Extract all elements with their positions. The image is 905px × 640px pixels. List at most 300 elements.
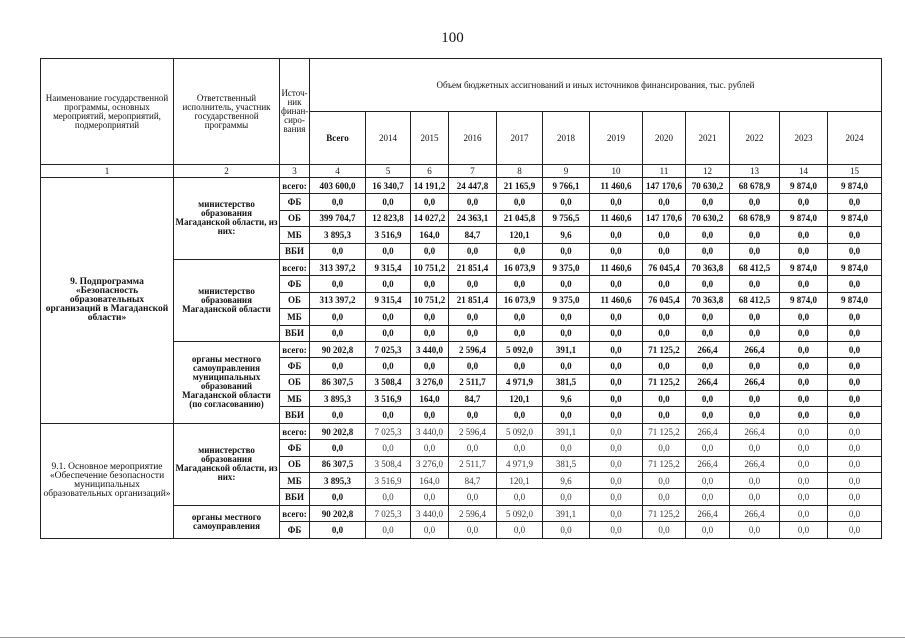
- value-cell: 0,0: [780, 276, 828, 292]
- value-cell: 0,0: [828, 194, 882, 210]
- value-cell: 0,0: [497, 276, 543, 292]
- funding-source: МБ: [280, 309, 310, 325]
- value-cell: 0,0: [730, 440, 780, 456]
- value-cell: 9 874,0: [780, 210, 828, 226]
- value-cell: 0,0: [730, 358, 780, 374]
- funding-source: ФБ: [280, 358, 310, 374]
- value-cell: 3 516,9: [366, 391, 411, 407]
- value-cell: 0,0: [543, 194, 590, 210]
- header-year: 2017: [497, 112, 543, 165]
- value-cell: 3 508,4: [366, 374, 411, 390]
- value-cell: 0,0: [686, 391, 730, 407]
- value-cell: 0,0: [730, 276, 780, 292]
- value-cell: 0,0: [780, 243, 828, 259]
- value-cell: 16 073,9: [497, 259, 543, 275]
- header-source: Источ-ник финан-сиро-вания: [280, 59, 310, 165]
- value-cell: 9 766,1: [543, 178, 590, 194]
- value-cell: 21 851,4: [449, 292, 497, 308]
- value-cell: 0,0: [590, 194, 643, 210]
- value-cell: 0,0: [780, 227, 828, 243]
- value-cell: 0,0: [590, 473, 643, 489]
- column-number: 6: [411, 165, 449, 178]
- value-cell: 70 630,2: [686, 210, 730, 226]
- value-cell: 84,7: [449, 227, 497, 243]
- value-cell: 0,0: [590, 276, 643, 292]
- column-number: 12: [686, 165, 730, 178]
- value-cell: 9 874,0: [780, 292, 828, 308]
- value-cell: 71 125,2: [643, 423, 686, 439]
- value-cell: 10 751,2: [411, 259, 449, 275]
- value-cell: 0,0: [686, 276, 730, 292]
- value-cell: 0,0: [590, 391, 643, 407]
- value-cell: 71 125,2: [643, 374, 686, 390]
- funding-source: МБ: [280, 473, 310, 489]
- funding-source: всего:: [280, 505, 310, 521]
- value-cell: 9 874,0: [780, 259, 828, 275]
- value-cell: 0,0: [449, 407, 497, 423]
- value-cell: 0,0: [366, 276, 411, 292]
- value-cell: 0,0: [411, 276, 449, 292]
- value-cell: 12 823,8: [366, 210, 411, 226]
- funding-source: всего:: [280, 423, 310, 439]
- value-cell: 164,0: [411, 227, 449, 243]
- value-cell: 0,0: [828, 325, 882, 341]
- value-cell: 0,0: [828, 227, 882, 243]
- value-cell: 11 460,6: [590, 259, 643, 275]
- value-cell: 11 460,6: [590, 210, 643, 226]
- value-cell: 16 340,7: [366, 178, 411, 194]
- value-cell: 0,0: [310, 243, 366, 259]
- value-cell: 0,0: [780, 309, 828, 325]
- value-cell: 0,0: [366, 358, 411, 374]
- column-number: 11: [643, 165, 686, 178]
- value-cell: 0,0: [310, 276, 366, 292]
- value-cell: 9,6: [543, 391, 590, 407]
- value-cell: 0,0: [780, 194, 828, 210]
- value-cell: 0,0: [686, 358, 730, 374]
- value-cell: 399 704,7: [310, 210, 366, 226]
- value-cell: 3 516,9: [366, 227, 411, 243]
- value-cell: 0,0: [643, 440, 686, 456]
- value-cell: 0,0: [780, 358, 828, 374]
- value-cell: 403 600,0: [310, 178, 366, 194]
- value-cell: 0,0: [828, 358, 882, 374]
- value-cell: 9,6: [543, 227, 590, 243]
- value-cell: 0,0: [366, 309, 411, 325]
- value-cell: 0,0: [543, 358, 590, 374]
- value-cell: 0,0: [310, 440, 366, 456]
- value-cell: 0,0: [686, 407, 730, 423]
- value-cell: 0,0: [643, 276, 686, 292]
- value-cell: 0,0: [643, 227, 686, 243]
- value-cell: 5 092,0: [497, 505, 543, 521]
- value-cell: 3 895,3: [310, 391, 366, 407]
- value-cell: 71 125,2: [643, 456, 686, 472]
- value-cell: 9 375,0: [543, 259, 590, 275]
- value-cell: 84,7: [449, 473, 497, 489]
- value-cell: 0,0: [411, 243, 449, 259]
- value-cell: 0,0: [780, 456, 828, 472]
- funding-source: ОБ: [280, 292, 310, 308]
- value-cell: 3 440,0: [411, 423, 449, 439]
- value-cell: 2 596,4: [449, 423, 497, 439]
- page-number: 100: [441, 30, 464, 46]
- value-cell: 0,0: [780, 341, 828, 357]
- value-cell: 147 170,6: [643, 178, 686, 194]
- value-cell: 0,0: [449, 358, 497, 374]
- value-cell: 76 045,4: [643, 259, 686, 275]
- value-cell: 0,0: [310, 358, 366, 374]
- funding-source: всего:: [280, 341, 310, 357]
- value-cell: 0,0: [449, 440, 497, 456]
- funding-source: всего:: [280, 259, 310, 275]
- value-cell: 21 045,8: [497, 210, 543, 226]
- value-cell: 0,0: [643, 309, 686, 325]
- value-cell: 0,0: [780, 489, 828, 505]
- column-number: 13: [730, 165, 780, 178]
- value-cell: 5 092,0: [497, 423, 543, 439]
- value-cell: 14 027,2: [411, 210, 449, 226]
- column-number: 5: [366, 165, 411, 178]
- column-number: 15: [828, 165, 882, 178]
- value-cell: 21 165,9: [497, 178, 543, 194]
- value-cell: 0,0: [590, 358, 643, 374]
- program-name: 9. Подпрограмма «Безопасность образовательных организаций в Магаданской области»: [41, 178, 174, 424]
- value-cell: 2 596,4: [449, 341, 497, 357]
- value-cell: 0,0: [828, 309, 882, 325]
- value-cell: 0,0: [366, 489, 411, 505]
- column-number: 2: [174, 165, 280, 178]
- value-cell: 71 125,2: [643, 505, 686, 521]
- value-cell: 86 307,5: [310, 456, 366, 472]
- value-cell: 0,0: [543, 440, 590, 456]
- value-cell: 11 460,6: [590, 178, 643, 194]
- header-executor: Ответственный исполнитель, участник государственной программы: [174, 59, 280, 165]
- value-cell: 4 971,9: [497, 374, 543, 390]
- value-cell: 14 191,2: [411, 178, 449, 194]
- value-cell: 16 073,9: [497, 292, 543, 308]
- value-cell: 0,0: [730, 194, 780, 210]
- value-cell: 0,0: [780, 374, 828, 390]
- funding-source: МБ: [280, 391, 310, 407]
- value-cell: 0,0: [543, 489, 590, 505]
- value-cell: 2 596,4: [449, 505, 497, 521]
- value-cell: 0,0: [366, 407, 411, 423]
- value-cell: 0,0: [449, 325, 497, 341]
- value-cell: 381,5: [543, 456, 590, 472]
- column-number: 3: [280, 165, 310, 178]
- value-cell: 0,0: [366, 522, 411, 538]
- value-cell: 0,0: [828, 489, 882, 505]
- value-cell: 0,0: [449, 309, 497, 325]
- value-cell: 266,4: [730, 374, 780, 390]
- value-cell: 266,4: [686, 423, 730, 439]
- value-cell: 266,4: [730, 341, 780, 357]
- value-cell: 5 092,0: [497, 341, 543, 357]
- column-number: 1: [41, 165, 174, 178]
- value-cell: 7 025,3: [366, 505, 411, 521]
- value-cell: 9 315,4: [366, 292, 411, 308]
- value-cell: 0,0: [310, 309, 366, 325]
- value-cell: 84,7: [449, 391, 497, 407]
- value-cell: 0,0: [310, 522, 366, 538]
- value-cell: 0,0: [497, 243, 543, 259]
- value-cell: 3 895,3: [310, 473, 366, 489]
- column-number: 10: [590, 165, 643, 178]
- value-cell: 0,0: [780, 505, 828, 521]
- value-cell: 0,0: [828, 423, 882, 439]
- value-cell: 9 874,0: [828, 178, 882, 194]
- value-cell: 0,0: [686, 473, 730, 489]
- executor-name: органы местного самоуправления муниципальных образований Магаданской области (по согласованию): [174, 341, 280, 423]
- value-cell: 0,0: [643, 473, 686, 489]
- value-cell: 9 874,0: [828, 292, 882, 308]
- value-cell: 0,0: [543, 522, 590, 538]
- value-cell: 164,0: [411, 391, 449, 407]
- column-number: 8: [497, 165, 543, 178]
- funding-source: ФБ: [280, 440, 310, 456]
- value-cell: 120,1: [497, 227, 543, 243]
- value-cell: 0,0: [310, 325, 366, 341]
- funding-source: ФБ: [280, 194, 310, 210]
- value-cell: 0,0: [590, 227, 643, 243]
- value-cell: 0,0: [497, 522, 543, 538]
- value-cell: 0,0: [449, 194, 497, 210]
- value-cell: 0,0: [828, 522, 882, 538]
- value-cell: 0,0: [686, 194, 730, 210]
- value-cell: 0,0: [828, 243, 882, 259]
- value-cell: 90 202,8: [310, 423, 366, 439]
- value-cell: 0,0: [497, 489, 543, 505]
- value-cell: 120,1: [497, 391, 543, 407]
- value-cell: 0,0: [780, 407, 828, 423]
- value-cell: 24 363,1: [449, 210, 497, 226]
- value-cell: 0,0: [497, 325, 543, 341]
- funding-source: ВБИ: [280, 325, 310, 341]
- value-cell: 0,0: [543, 407, 590, 423]
- value-cell: 0,0: [310, 194, 366, 210]
- value-cell: 0,0: [730, 522, 780, 538]
- value-cell: 0,0: [497, 309, 543, 325]
- value-cell: 0,0: [590, 374, 643, 390]
- value-cell: 0,0: [780, 325, 828, 341]
- funding-source: всего:: [280, 178, 310, 194]
- value-cell: 0,0: [643, 358, 686, 374]
- header-year: 2020: [643, 112, 686, 165]
- value-cell: 0,0: [828, 276, 882, 292]
- value-cell: 391,1: [543, 423, 590, 439]
- value-cell: 0,0: [686, 325, 730, 341]
- value-cell: 21 851,4: [449, 259, 497, 275]
- header-year: 2018: [543, 112, 590, 165]
- column-number: 7: [449, 165, 497, 178]
- value-cell: 3 895,3: [310, 227, 366, 243]
- value-cell: 10 751,2: [411, 292, 449, 308]
- value-cell: 147 170,6: [643, 210, 686, 226]
- value-cell: 381,5: [543, 374, 590, 390]
- value-cell: 0,0: [780, 473, 828, 489]
- value-cell: 90 202,8: [310, 341, 366, 357]
- value-cell: 0,0: [828, 440, 882, 456]
- value-cell: 0,0: [828, 407, 882, 423]
- value-cell: 86 307,5: [310, 374, 366, 390]
- value-cell: 0,0: [828, 341, 882, 357]
- value-cell: 391,1: [543, 505, 590, 521]
- executor-name: министерство образования Магаданской области, из них:: [174, 423, 280, 505]
- value-cell: 0,0: [590, 243, 643, 259]
- header-total: Всего: [310, 112, 366, 165]
- value-cell: 0,0: [411, 440, 449, 456]
- value-cell: 9 315,4: [366, 259, 411, 275]
- value-cell: 0,0: [730, 391, 780, 407]
- value-cell: 266,4: [730, 505, 780, 521]
- program-name: 9.1. Основное мероприятие «Обеспечение безопасности муниципальных образовательных организаций»: [41, 423, 174, 538]
- value-cell: 0,0: [590, 341, 643, 357]
- value-cell: 68 678,9: [730, 210, 780, 226]
- value-cell: 3 440,0: [411, 505, 449, 521]
- value-cell: 0,0: [686, 522, 730, 538]
- value-cell: 313 397,2: [310, 292, 366, 308]
- value-cell: 90 202,8: [310, 505, 366, 521]
- value-cell: 0,0: [449, 243, 497, 259]
- value-cell: 0,0: [686, 227, 730, 243]
- value-cell: 0,0: [411, 407, 449, 423]
- header-year: 2021: [686, 112, 730, 165]
- budget-table: [40, 58, 882, 539]
- value-cell: 7 025,3: [366, 341, 411, 357]
- value-cell: 0,0: [590, 489, 643, 505]
- executor-name: министерство образования Магаданской области: [174, 259, 280, 341]
- value-cell: 0,0: [543, 276, 590, 292]
- value-cell: 0,0: [686, 440, 730, 456]
- value-cell: 0,0: [411, 522, 449, 538]
- value-cell: 3 276,0: [411, 374, 449, 390]
- value-cell: 0,0: [643, 522, 686, 538]
- funding-source: ОБ: [280, 456, 310, 472]
- executor-name: органы местного самоуправления: [174, 505, 280, 538]
- value-cell: 0,0: [366, 194, 411, 210]
- value-cell: 3 276,0: [411, 456, 449, 472]
- value-cell: 0,0: [310, 407, 366, 423]
- value-cell: 0,0: [497, 358, 543, 374]
- value-cell: 0,0: [730, 309, 780, 325]
- value-cell: 0,0: [643, 243, 686, 259]
- value-cell: 0,0: [686, 489, 730, 505]
- value-cell: 266,4: [686, 505, 730, 521]
- value-cell: 0,0: [828, 391, 882, 407]
- header-year: 2019: [590, 112, 643, 165]
- column-number: 4: [310, 165, 366, 178]
- value-cell: 0,0: [828, 374, 882, 390]
- value-cell: 0,0: [497, 194, 543, 210]
- value-cell: 71 125,2: [643, 341, 686, 357]
- table-row: [41, 423, 882, 439]
- value-cell: 0,0: [643, 489, 686, 505]
- value-cell: 0,0: [497, 407, 543, 423]
- value-cell: 0,0: [590, 522, 643, 538]
- value-cell: 0,0: [643, 407, 686, 423]
- value-cell: 0,0: [543, 309, 590, 325]
- value-cell: 0,0: [780, 440, 828, 456]
- value-cell: 9 756,5: [543, 210, 590, 226]
- value-cell: 0,0: [828, 456, 882, 472]
- value-cell: 266,4: [730, 456, 780, 472]
- value-cell: 0,0: [730, 489, 780, 505]
- funding-source: МБ: [280, 227, 310, 243]
- value-cell: 0,0: [828, 473, 882, 489]
- value-cell: 0,0: [366, 440, 411, 456]
- value-cell: 68 678,9: [730, 178, 780, 194]
- value-cell: 2 511,7: [449, 456, 497, 472]
- value-cell: 0,0: [686, 309, 730, 325]
- value-cell: 0,0: [543, 243, 590, 259]
- value-cell: 9,6: [543, 473, 590, 489]
- value-cell: 70 363,8: [686, 292, 730, 308]
- value-cell: 9 874,0: [828, 259, 882, 275]
- funding-source: ФБ: [280, 522, 310, 538]
- value-cell: 391,1: [543, 341, 590, 357]
- value-cell: 0,0: [449, 522, 497, 538]
- value-cell: 0,0: [643, 194, 686, 210]
- value-cell: 313 397,2: [310, 259, 366, 275]
- value-cell: 7 025,3: [366, 423, 411, 439]
- value-cell: 0,0: [590, 325, 643, 341]
- value-cell: 0,0: [497, 440, 543, 456]
- value-cell: 0,0: [730, 407, 780, 423]
- value-cell: 120,1: [497, 473, 543, 489]
- value-cell: 68 412,5: [730, 292, 780, 308]
- value-cell: 0,0: [730, 473, 780, 489]
- value-cell: 2 511,7: [449, 374, 497, 390]
- value-cell: 164,0: [411, 473, 449, 489]
- value-cell: 0,0: [780, 391, 828, 407]
- header-volume: Объем бюджетных ассигнований и иных источников финансирования, тыс. рублей: [310, 59, 882, 112]
- value-cell: 266,4: [686, 456, 730, 472]
- table-row: [41, 178, 882, 194]
- column-number: 14: [780, 165, 828, 178]
- header-year: 2024: [828, 112, 882, 165]
- column-number: 9: [543, 165, 590, 178]
- value-cell: 11 460,6: [590, 292, 643, 308]
- value-cell: 0,0: [643, 391, 686, 407]
- value-cell: 70 363,8: [686, 259, 730, 275]
- header-year: 2016: [449, 112, 497, 165]
- value-cell: 68 412,5: [730, 259, 780, 275]
- value-cell: 0,0: [780, 423, 828, 439]
- value-cell: 0,0: [730, 243, 780, 259]
- value-cell: 0,0: [590, 309, 643, 325]
- value-cell: 0,0: [828, 505, 882, 521]
- funding-source: ВБИ: [280, 407, 310, 423]
- value-cell: 0,0: [449, 489, 497, 505]
- value-cell: 0,0: [411, 309, 449, 325]
- value-cell: 0,0: [411, 358, 449, 374]
- value-cell: 9 375,0: [543, 292, 590, 308]
- value-cell: 24 447,8: [449, 178, 497, 194]
- value-cell: 0,0: [590, 407, 643, 423]
- value-cell: 0,0: [310, 489, 366, 505]
- value-cell: 9 874,0: [828, 210, 882, 226]
- value-cell: 0,0: [590, 456, 643, 472]
- value-cell: 0,0: [366, 325, 411, 341]
- funding-source: ВБИ: [280, 243, 310, 259]
- value-cell: 0,0: [449, 276, 497, 292]
- value-cell: 4 971,9: [497, 456, 543, 472]
- value-cell: 0,0: [411, 194, 449, 210]
- value-cell: 0,0: [730, 227, 780, 243]
- header-year: 2022: [730, 112, 780, 165]
- funding-source: ВБИ: [280, 489, 310, 505]
